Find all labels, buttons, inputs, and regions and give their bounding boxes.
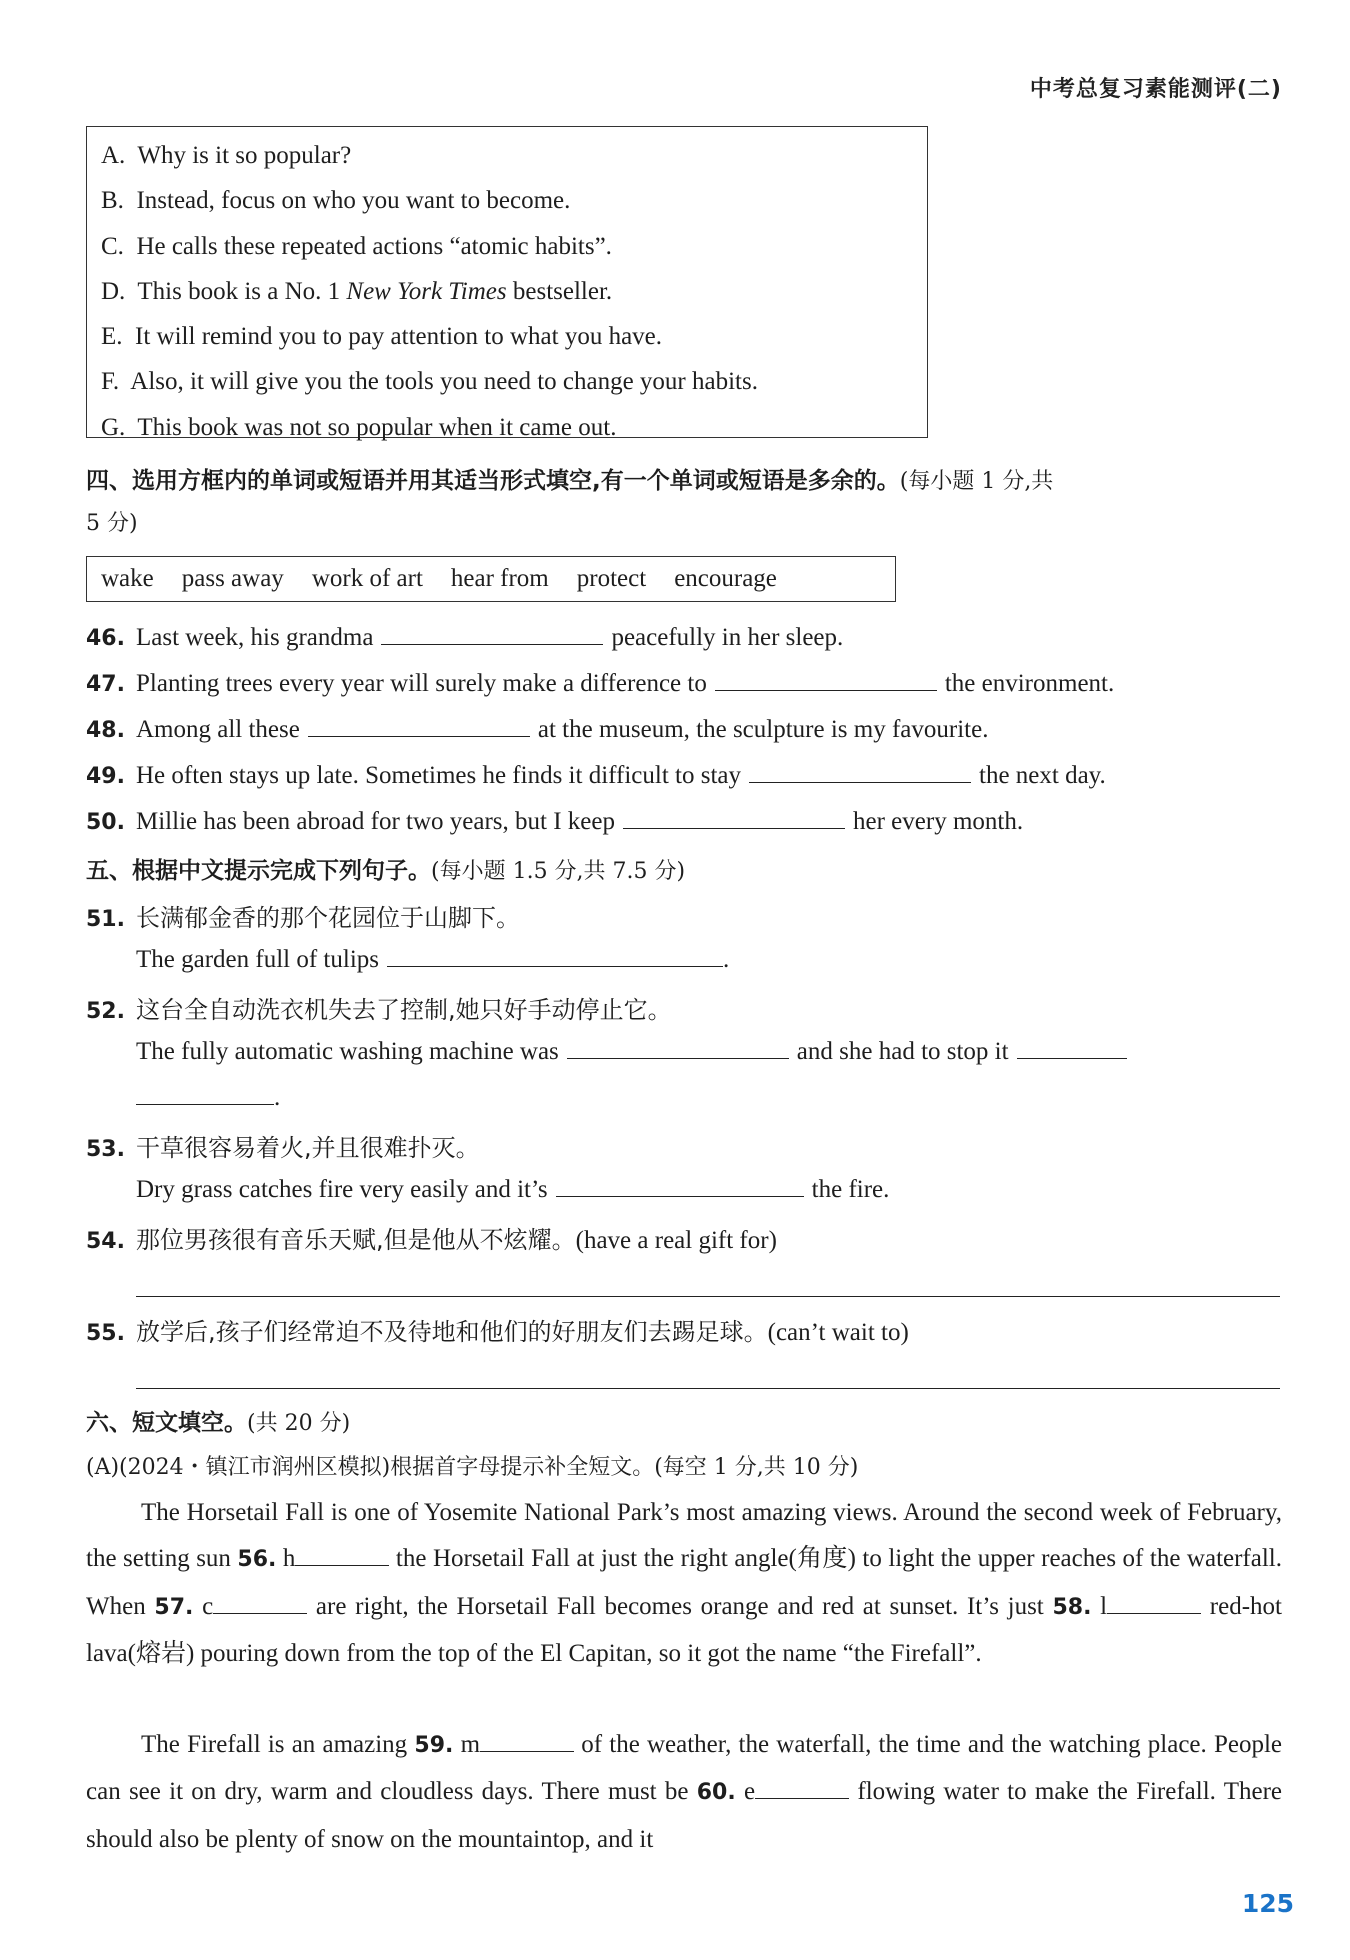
question-50: 50. Millie has been abroad for two years, but I keep her every month. xyxy=(86,808,1024,835)
passage-paragraph-1: The Horsetail Fall is one of Yosemite National Park’s most amazing views. Around the second week of February, the setting sun 56. h the Horsetail Fall at just the right angle(角度) to light the upper reaches of the waterfall. When 57. c are right, the Horsetail Fall becomes orange and red at sunset. It’s just 58. l red-hot lava(熔岩) pouring down from the top of the El Capitan, so it got the name “the Firefall”. xyxy=(86,1499,1282,1667)
passage-paragraph-2: The Firefall is an amazing 59. m of the weather, the waterfall, the time and the watching place. People can see it on dry, warm and cloudless days. There must be 60. e flowing water to make the Firefall. There should also be plenty of snow on the mountaintop, and it xyxy=(86,1731,1283,1853)
answer-line-55[interactable] xyxy=(136,1388,1280,1389)
section4-title: 四、选用方框内的单词或短语并用其适当形式填空,有一个单词或短语是多余的。(每小题 1 分,共 xyxy=(86,468,1054,494)
page-number: 125 xyxy=(1241,1889,1294,1918)
page-header: 中考总复习素能测评(二) xyxy=(1029,77,1282,102)
question-49: 49. He often stays up late. Sometimes he finds it difficult to stay the next day. xyxy=(86,762,1106,789)
question-51-zh: 51. 长满郁金香的那个花园位于山脚下。 xyxy=(86,904,520,932)
question-47: 47. Planting trees every year will surely make a difference to the environment. xyxy=(86,670,1115,697)
option-a: A. Why is it so popular? xyxy=(101,142,352,169)
answer-blank[interactable] xyxy=(1107,1591,1201,1614)
question-51-en: The garden full of tulips . xyxy=(136,946,730,973)
word-item: pass away xyxy=(181,565,284,592)
question-55-zh: 55. 放学后,孩子们经常迫不及待地和他们的好朋友们去踢足球。(can’t wait to) xyxy=(86,1318,909,1346)
answer-blank[interactable] xyxy=(136,1082,274,1105)
section6-sub-a: (A)(2024・镇江市润州区模拟)根据首字母提示补全短文。(每空 1 分,共 10 分) xyxy=(86,1455,859,1480)
word-item: hear from xyxy=(450,565,549,592)
question-53-zh: 53. 干草很容易着火,并且很难扑灭。 xyxy=(86,1134,480,1162)
answer-blank[interactable] xyxy=(480,1729,574,1752)
word-box xyxy=(86,556,896,602)
question-46: 46. Last week, his grandma peacefully in her sleep. xyxy=(86,624,844,651)
option-f: F. Also, it will give you the tools you need to change your habits. xyxy=(101,368,758,396)
answer-blank[interactable] xyxy=(715,668,937,691)
option-c: C. He calls these repeated actions “atomic habits”. xyxy=(101,232,612,260)
word-item: work of art xyxy=(311,565,423,592)
options-box xyxy=(86,126,928,441)
answer-blank[interactable] xyxy=(567,1036,789,1059)
question-52-cont: . xyxy=(136,1082,280,1112)
option-b: B. Instead, focus on who you want to become. xyxy=(101,187,571,215)
option-g: G. This book was not so popular when it came out. xyxy=(101,413,617,441)
question-53-en: Dry grass catches fire very easily and it’s the fire. xyxy=(136,1176,890,1203)
answer-blank[interactable] xyxy=(755,1776,849,1799)
word-item: wake xyxy=(101,565,154,592)
section4-note: 5 分) xyxy=(86,511,138,536)
question-48: 48. Among all these at the museum, the sculpture is my favourite. xyxy=(86,716,989,743)
answer-blank[interactable] xyxy=(749,760,971,783)
option-e: E. It will remind you to pay attention to what you have. xyxy=(101,323,663,351)
question-52-zh: 52. 这台全自动洗衣机失去了控制,她只好手动停止它。 xyxy=(86,996,672,1024)
answer-blank[interactable] xyxy=(1017,1036,1127,1059)
answer-blank[interactable] xyxy=(556,1174,804,1197)
question-54-zh: 54. 那位男孩很有音乐天赋,但是他从不炫耀。(have a real gift for) xyxy=(86,1226,777,1254)
option-d: D. This book is a No. 1 New York Times bestseller. xyxy=(101,277,613,305)
section6-title: 六、短文填空。(共 20 分) xyxy=(86,1410,351,1436)
answer-blank[interactable] xyxy=(623,806,845,829)
section5-title: 五、根据中文提示完成下列句子。(每小题 1.5 分,共 7.5 分) xyxy=(86,858,686,884)
answer-blank[interactable] xyxy=(381,622,603,645)
answer-blank[interactable] xyxy=(295,1543,389,1566)
question-52-en: The fully automatic washing machine was and she had to stop it xyxy=(136,1036,1135,1066)
answer-blank[interactable] xyxy=(308,714,530,737)
answer-blank[interactable] xyxy=(213,1591,307,1614)
word-item: protect xyxy=(576,565,647,592)
answer-line-54[interactable] xyxy=(136,1296,1280,1297)
word-item: encourage xyxy=(674,565,777,592)
answer-blank[interactable] xyxy=(387,944,723,967)
